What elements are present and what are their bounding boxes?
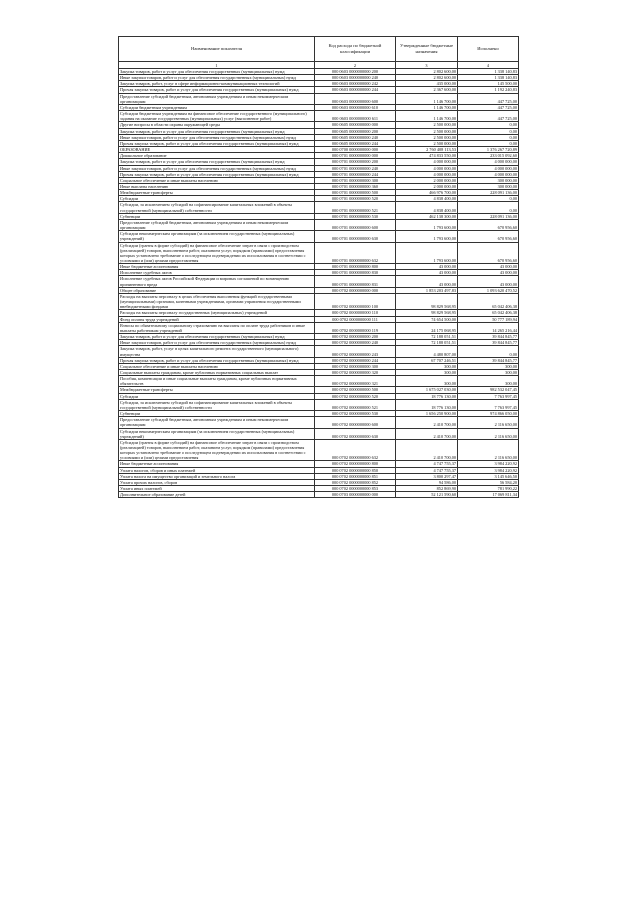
row-code: 000 0701 0000000000 600 (315, 219, 396, 230)
row-executed: 670 956,60 (458, 231, 519, 242)
row-executed: 43 000,00 (458, 276, 519, 287)
table-row (119, 417, 519, 428)
row-code: 000 0701 0000000000 000 (315, 153, 396, 159)
row-executed: 43 000,00 (458, 270, 519, 276)
row-approved: 300,00 (396, 363, 458, 369)
row-approved: 474 833 550,00 (396, 153, 458, 159)
row-approved: 4 000 000,00 (396, 159, 458, 165)
row-executed: 65 042 406,38 (458, 310, 519, 316)
row-name: Общее образование (119, 287, 315, 293)
row-approved: 2 367 600,00 (396, 87, 458, 93)
row-code: 000 0702 0000000000 000 (315, 287, 396, 293)
table-row (119, 276, 519, 287)
row-approved: 2 000 000,00 (396, 177, 458, 183)
row-name: Прочая закупка товаров, работ и услуг для обеспечения государственных (муниципальных) нужд (119, 357, 315, 363)
row-approved: 2 802 600,00 (396, 75, 458, 81)
row-name: Субвенции (119, 411, 315, 417)
row-code: 000 0701 0000000000 520 (315, 196, 396, 202)
table-row (119, 242, 519, 264)
row-code: 000 0702 0000000000 110 (315, 310, 396, 316)
row-name: Исполнение судебных актов Российской Федерации и мировых соглашений по возмещению причиненного вреда (119, 276, 315, 287)
row-name: Иные закупки товаров, работ и услуг для обеспечения государственных (муниципальных) нужд (119, 75, 315, 81)
row-executed: 2 116 650,00 (458, 417, 519, 428)
row-name: Иные выплаты населению (119, 183, 315, 189)
row-name: Межбюджетные трансферты (119, 387, 315, 393)
row-code: 000 0603 0000000000 600 (315, 93, 396, 104)
row-executed: 300 000,00 (458, 183, 519, 189)
row-code: 000 0603 0000000000 611 (315, 111, 396, 122)
row-code: 000 0603 0000000000 200 (315, 69, 396, 75)
row-name: Уплата иных платежей (119, 486, 315, 492)
row-name: Социальное обеспечение и иные выплаты населению (119, 363, 315, 369)
row-executed: 0,00 (458, 140, 519, 146)
row-code: 000 0702 0000000000 240 (315, 340, 396, 346)
row-name: Закупка товаров, работ и услуг для обеспечения государственных (муниципальных) нужд (119, 159, 315, 165)
table-row (119, 111, 519, 122)
row-executed: 4 000 000,00 (458, 159, 519, 165)
row-approved: 4 000 000,00 (396, 171, 458, 177)
row-approved: 2 500 000,00 (396, 122, 458, 128)
table-row (119, 399, 519, 410)
column-number: 1 (119, 62, 315, 69)
row-executed: 145 500,00 (458, 81, 519, 87)
row-name: Закупка товаров, работ, услуг в сфере информационно-коммуникационных технологий (119, 81, 315, 87)
row-code: 000 0701 0000000000 530 (315, 213, 396, 219)
header-approved: Утвержденные бюджетные назначения (396, 37, 458, 62)
row-code: 000 0603 0000000000 240 (315, 75, 396, 81)
row-name: Иные закупки товаров, работ и услуг для обеспечения государственных (муниципальных) нужд (119, 165, 315, 171)
row-name: Другие вопросы в области охраны окружающей среды (119, 122, 315, 128)
row-code: 000 0702 0000000000 500 (315, 387, 396, 393)
row-name: Межбюджетные трансферты (119, 190, 315, 196)
row-code: 000 0702 0000000000 632 (315, 439, 396, 461)
row-code: 000 0702 0000000000 321 (315, 376, 396, 387)
table-row (119, 322, 519, 333)
row-executed: 300,00 (458, 376, 519, 387)
row-executed: 14 265 216,44 (458, 322, 519, 333)
budget-table (118, 36, 519, 498)
row-name: Пособия, компенсации и иные социальные выплаты гражданам, кроме публичных нормативных обязательств (119, 376, 315, 387)
row-name: Расходы на выплаты персоналу государственных (муниципальных) учреждений (119, 310, 315, 316)
row-name: Предоставление субсидий бюджетным, автономным учреждениям и иным некоммерческим организациям (119, 417, 315, 428)
table-row (119, 346, 519, 357)
row-approved: 98 829 568,95 (396, 293, 458, 309)
column-number: 2 (315, 62, 396, 69)
row-executed: 4 000 000,00 (458, 165, 519, 171)
row-name: Субсидии бюджетным учреждениям на финансовое обеспечение государственного (муниципального) задания на оказание государственных (муниципальных) услуг (выполнение работ) (119, 111, 315, 122)
row-executed: 4 000 000,00 (458, 171, 519, 177)
table-row (119, 219, 519, 230)
row-executed: 300,00 (458, 363, 519, 369)
row-approved: 4 747 755,37 (396, 461, 458, 467)
row-name: Субсидии (119, 196, 315, 202)
row-code: 000 0702 0000000000 244 (315, 357, 396, 363)
table-row (119, 376, 519, 387)
row-code: 000 0702 0000000000 630 (315, 428, 396, 439)
row-approved: 94 586,00 (396, 479, 458, 485)
row-executed: 2 116 650,00 (458, 439, 519, 461)
row-code: 000 0701 0000000000 244 (315, 171, 396, 177)
row-approved: 300,00 (396, 376, 458, 387)
row-approved: 4 838 400,00 (396, 196, 458, 202)
row-code: 000 0701 0000000000 360 (315, 183, 396, 189)
row-executed: 2 116 650,00 (458, 428, 519, 439)
table-body (119, 69, 519, 498)
row-executed: 56 584,20 (458, 479, 519, 485)
row-approved: 4 747 755,37 (396, 467, 458, 473)
row-approved: 2 000 000,00 (396, 183, 458, 189)
row-name: Фонд оплаты труда учреждений (119, 316, 315, 322)
row-approved: 43 000,00 (396, 270, 458, 276)
row-executed: 1 093 620 470,52 (458, 287, 519, 293)
row-code: 000 0701 0000000000 630 (315, 231, 396, 242)
row-executed: 1 338 140,83 (458, 69, 519, 75)
row-executed: 39 844 845,77 (458, 340, 519, 346)
table-row (119, 202, 519, 213)
row-approved: 52 121 590,60 (396, 492, 458, 498)
row-executed: 447 725,00 (458, 93, 519, 104)
row-executed: 7 763 997,45 (458, 393, 519, 399)
row-executed: 982 532 047,45 (458, 387, 519, 393)
row-name: Предоставление субсидий бюджетным, автономным учреждениям и иным некоммерческим организациям (119, 219, 315, 230)
row-approved: 300,00 (396, 369, 458, 375)
row-approved: 462 138 300,00 (396, 213, 458, 219)
table-row (119, 428, 519, 439)
row-approved: 4 838 400,00 (396, 202, 458, 213)
row-name: Закупка товаров, работ и услуг для обеспечения государственных (муниципальных) нужд (119, 334, 315, 340)
row-code: 000 0603 0000000000 244 (315, 87, 396, 93)
row-executed: 447 725,00 (458, 111, 519, 122)
row-executed: 0,00 (458, 196, 519, 202)
row-approved: 1 146 700,00 (396, 111, 458, 122)
row-approved: 72 188 051,51 (396, 340, 458, 346)
row-executed: 0,00 (458, 134, 519, 140)
column-number: 4 (458, 62, 519, 69)
row-name: Уплата прочих налогов, сборов (119, 479, 315, 485)
row-executed: 1 192 240,83 (458, 87, 519, 93)
row-code: 000 0702 0000000000 300 (315, 363, 396, 369)
row-approved: 2 500 000,00 (396, 140, 458, 146)
row-name: Субсидии бюджетным учреждениям (119, 104, 315, 110)
row-approved: 466 976 700,00 (396, 190, 458, 196)
row-approved: 4 000 000,00 (396, 165, 458, 171)
row-approved: 24 175 068,95 (396, 322, 458, 333)
column-number-row (119, 62, 519, 69)
row-executed: 39 844 845,77 (458, 357, 519, 363)
row-name: Иные бюджетные ассигнования (119, 264, 315, 270)
row-approved: 1 793 600,00 (396, 219, 458, 230)
row-executed: 670 956,60 (458, 242, 519, 264)
row-name: Уплата налогов, сборов и иных платежей (119, 467, 315, 473)
row-approved: 2 760 408 113,53 (396, 147, 458, 153)
header-code: Код расхода по бюджетной классификации (315, 37, 396, 62)
row-name: Расходы на выплаты персоналу в целях обеспечения выполнения функций государственными (муниципальными) органами, казенными учреждениями, органами управления государственными внебюджетными фондами (119, 293, 315, 309)
row-executed: 228 091 136,00 (458, 213, 519, 219)
row-name: Социальное обеспечение и иные выплаты населению (119, 177, 315, 183)
row-approved: 43 000,00 (396, 276, 458, 287)
row-approved: 2 410 700,00 (396, 417, 458, 428)
row-name: Дошкольное образование (119, 153, 315, 159)
row-code: 000 0701 0000000000 240 (315, 165, 396, 171)
column-number: 3 (396, 62, 458, 69)
row-code: 000 0702 0000000000 851 (315, 473, 396, 479)
row-executed: 233 015 092,60 (458, 153, 519, 159)
row-name: Субсидии (гранты в форме субсидий) на финансовое обеспечение затрат в связи с производством (реализацией) товаров, выполнением работ, оказанием услуг, порядком (правилами) предоставления которых установлено требование о последующем подтверждении их использования в соответствии с условиями и (или) целями предоставления (119, 439, 315, 461)
row-executed: 447 725,00 (458, 104, 519, 110)
row-code: 000 0702 0000000000 853 (315, 486, 396, 492)
row-executed: 3 145 646,50 (458, 473, 519, 479)
row-code: 000 0702 0000000000 521 (315, 399, 396, 410)
row-approved: 18 776 130,00 (396, 399, 458, 410)
row-name: Исполнение судебных актов (119, 270, 315, 276)
row-executed: 17 069 811,34 (458, 492, 519, 498)
row-code: 000 0702 0000000000 320 (315, 369, 396, 375)
row-code: 000 0701 0000000000 200 (315, 159, 396, 165)
row-name: Прочая закупка товаров, работ и услуг для обеспечения государственных (муниципальных) нужд (119, 171, 315, 177)
row-code: 000 0702 0000000000 200 (315, 334, 396, 340)
row-code: 000 0703 0000000000 000 (315, 492, 396, 498)
row-approved: 2 410 700,00 (396, 428, 458, 439)
row-name: Субсидии, за исключением субсидий на софинансирование капитальных вложений в объекты государственной (муниципальной) собственности (119, 399, 315, 410)
row-executed: 0,00 (458, 202, 519, 213)
row-code: 000 0701 0000000000 300 (315, 177, 396, 183)
row-code: 000 0605 0000000000 240 (315, 134, 396, 140)
table-header-row (119, 37, 519, 62)
row-name: Иные закупки товаров, работ и услуг для обеспечения государственных (муниципальных) нужд (119, 134, 315, 140)
row-name: Взносы по обязательному социальному страхованию на выплаты по оплате труда работников и иные выплаты работникам учреждений (119, 322, 315, 333)
row-executed: 65 042 406,38 (458, 293, 519, 309)
row-code: 000 0605 0000000000 200 (315, 128, 396, 134)
table-row (119, 293, 519, 309)
row-code: 000 0701 0000000000 800 (315, 264, 396, 270)
row-executed: 0,00 (458, 346, 519, 357)
table-row (119, 231, 519, 242)
row-approved: 1 793 600,00 (396, 231, 458, 242)
row-name: Субсидии некоммерческим организациям (за исключением государственных (муниципальных) учреждений) (119, 428, 315, 439)
row-executed: 39 844 845,77 (458, 334, 519, 340)
row-code: 000 0603 0000000000 610 (315, 104, 396, 110)
row-name: Уплата налога на имущество организаций и земельного налога (119, 473, 315, 479)
row-name: Дополнительное образование детей (119, 492, 315, 498)
row-approved: 1 146 700,00 (396, 104, 458, 110)
row-executed: 43 000,00 (458, 264, 519, 270)
row-approved: 74 654 500,00 (396, 316, 458, 322)
row-code: 000 0605 0000000000 000 (315, 122, 396, 128)
row-code: 000 0700 0000000000 000 (315, 147, 396, 153)
row-approved: 98 829 568,95 (396, 310, 458, 316)
row-approved: 2 500 000,00 (396, 128, 458, 134)
row-executed: 974 866 050,00 (458, 411, 519, 417)
row-executed: 0,00 (458, 122, 519, 128)
row-code: 000 0701 0000000000 500 (315, 190, 396, 196)
row-name: Иные бюджетные ассигнования (119, 461, 315, 467)
row-approved: 1 146 700,00 (396, 93, 458, 104)
row-name: Социальные выплаты гражданам, кроме публичных нормативных социальных выплат (119, 369, 315, 375)
row-approved: 67 707 246,51 (396, 357, 458, 363)
row-executed: 3 984 220,92 (458, 467, 519, 473)
row-name: Субвенции (119, 213, 315, 219)
row-name: Субсидии (119, 393, 315, 399)
row-code: 000 0701 0000000000 521 (315, 202, 396, 213)
row-code: 000 0603 0000000000 242 (315, 81, 396, 87)
header-name: Наименование показателя (119, 37, 315, 62)
budget-table-sheet (118, 36, 517, 498)
row-executed: 7 763 997,45 (458, 399, 519, 410)
row-approved: 72 188 051,51 (396, 334, 458, 340)
header-executed: Исполнено (458, 37, 519, 62)
row-code: 000 0702 0000000000 243 (315, 346, 396, 357)
row-executed: 0,00 (458, 128, 519, 134)
row-code: 000 0702 0000000000 119 (315, 322, 396, 333)
row-name: Закупка товаров, работ, услуг в целях капитального ремонта государственного (муниципального) имущества (119, 346, 315, 357)
row-executed: 1 376 267 720,89 (458, 147, 519, 153)
row-approved: 852 869,90 (396, 486, 458, 492)
row-code: 000 0702 0000000000 100 (315, 293, 396, 309)
table-row (119, 439, 519, 461)
row-code: 000 0702 0000000000 850 (315, 467, 396, 473)
row-name: Прочая закупка товаров, работ и услуг для обеспечения государственных (муниципальных) нужд (119, 87, 315, 93)
row-executed: 3 984 220,92 (458, 461, 519, 467)
row-name: Предоставление субсидий бюджетным, автономным учреждениям и иным некоммерческим организациям (119, 93, 315, 104)
row-code: 000 0702 0000000000 800 (315, 461, 396, 467)
row-approved: 2 802 600,00 (396, 69, 458, 75)
row-name: Субсидии некоммерческим организациям (за исключением государственных (муниципальных) учреждений) (119, 231, 315, 242)
row-executed: 50 777 189,94 (458, 316, 519, 322)
row-approved: 435 000,00 (396, 81, 458, 87)
row-approved: 1 853 203 497,83 (396, 287, 458, 293)
row-code: 000 0702 0000000000 530 (315, 411, 396, 417)
row-approved: 1 656 250 900,00 (396, 411, 458, 417)
row-approved: 1 793 600,00 (396, 242, 458, 264)
row-approved: 1 675 027 030,00 (396, 387, 458, 393)
table-row (119, 93, 519, 104)
row-code: 000 0702 0000000000 111 (315, 316, 396, 322)
row-approved: 18 776 130,00 (396, 393, 458, 399)
row-name: Закупка товаров, работ и услуг для обеспечения государственных (муниципальных) нужд (119, 69, 315, 75)
row-code: 000 0605 0000000000 244 (315, 140, 396, 146)
row-executed: 300,00 (458, 369, 519, 375)
row-executed: 300 000,00 (458, 177, 519, 183)
row-approved: 2 500 000,00 (396, 134, 458, 140)
row-name: Субсидии, за исключением субсидий на софинансирование капитальных вложений в объекты государственной (муниципальной) собственности (119, 202, 315, 213)
table-row (119, 492, 519, 498)
row-name: Иные закупки товаров, работ и услуг для обеспечения государственных (муниципальных) нужд (119, 340, 315, 346)
row-approved: 4 480 807,00 (396, 346, 458, 357)
row-name: ОБРАЗОВАНИЕ (119, 147, 315, 153)
row-code: 000 0701 0000000000 632 (315, 242, 396, 264)
row-code: 000 0701 0000000000 830 (315, 270, 396, 276)
row-name: Субсидии (гранты в форме субсидий) на финансовое обеспечение затрат в связи с производством (реализацией) товаров, выполнением работ, оказанием услуг, порядком (правилами) предоставления которых установлено требование о последующем подтверждении их использования в соответствии с условиями и (или) целями предоставления (119, 242, 315, 264)
row-executed: 228 091 136,00 (458, 190, 519, 196)
row-approved: 3 800 297,47 (396, 473, 458, 479)
row-code: 000 0702 0000000000 600 (315, 417, 396, 428)
row-executed: 670 956,60 (458, 219, 519, 230)
row-approved: 43 000,00 (396, 264, 458, 270)
row-code: 000 0701 0000000000 831 (315, 276, 396, 287)
row-executed: 781 990,22 (458, 486, 519, 492)
row-code: 000 0702 0000000000 852 (315, 479, 396, 485)
row-name: Закупка товаров, работ и услуг для обеспечения государственных (муниципальных) нужд (119, 128, 315, 134)
row-approved: 2 410 700,00 (396, 439, 458, 461)
row-code: 000 0702 0000000000 520 (315, 393, 396, 399)
row-name: Прочая закупка товаров, работ и услуг для обеспечения государственных (муниципальных) нужд (119, 140, 315, 146)
row-executed: 1 338 140,83 (458, 75, 519, 81)
